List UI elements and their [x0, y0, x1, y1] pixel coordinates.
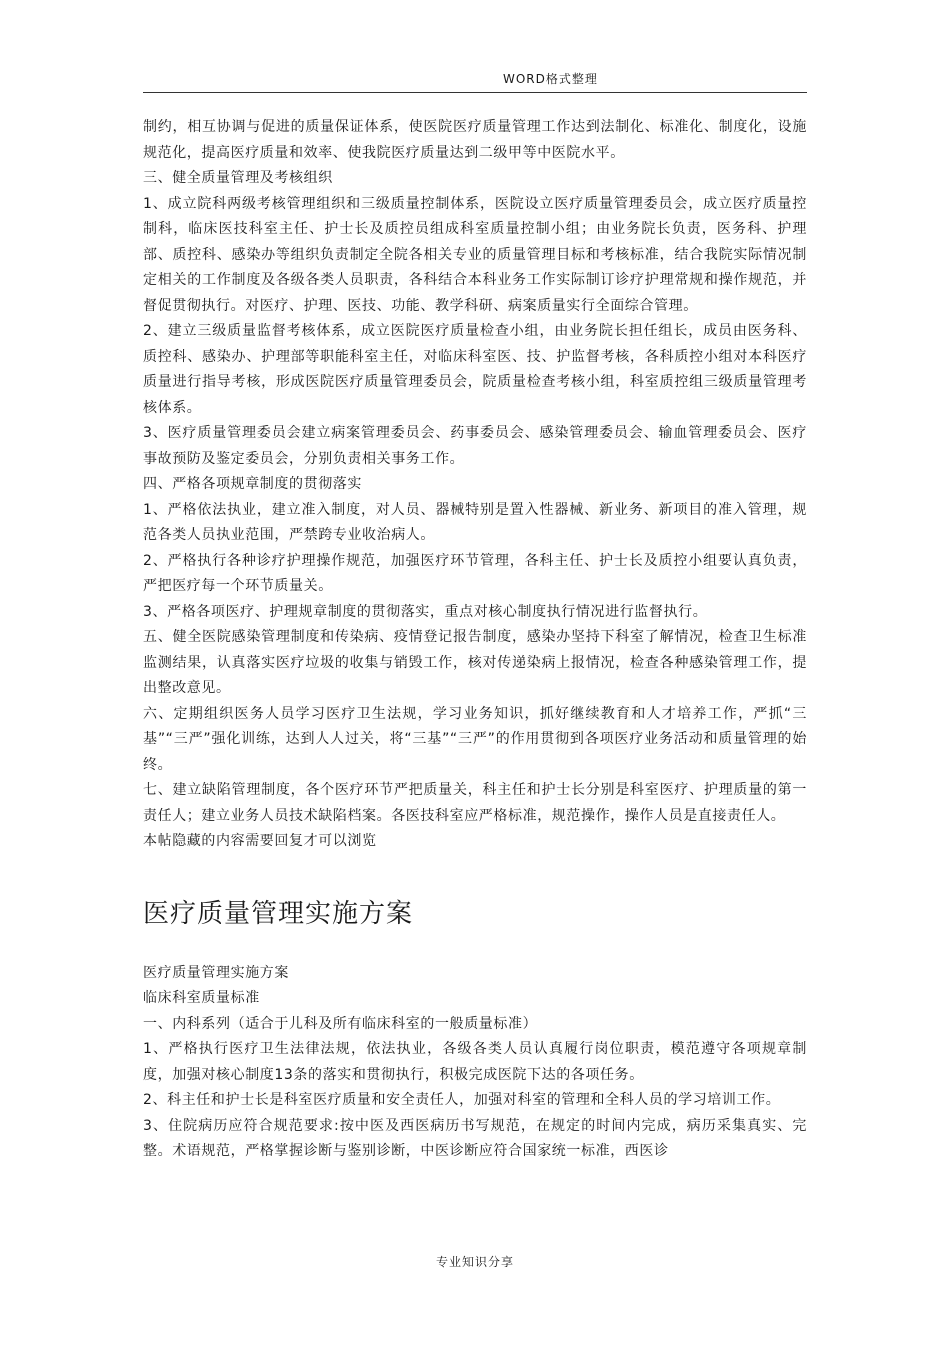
subtitle-plan: 医疗质量管理实施方案 [143, 964, 289, 981]
subtitle-standard: 临床科室质量标准 [143, 990, 260, 1006]
paragraph-3-1: 1、成立院科两级考核管理组织和三级质量控制体系，医院设立医疗质量管理委员会，成立医疗质量控制科，临床医技科室主任、护士长及质控员组成科室质量控制小组；由业务院长负责，医务科、护理部、质控科、感染办等组织负责制定全院各相关专业的质量管理目标和考核标准，结合我院实际情况制定相关的工作制度及各级各类人员职责，各科结合本科业务工作实际制订诊疗护理常规和操作规范，并督促贯彻执行。对医疗、护理、医技、功能、教学科研、病案质量实行全面综合管理。 [143, 195, 807, 314]
paragraph-6: 六、定期组织医务人员学习医疗卫生法规，学习业务知识，抓好继续教育和人才培养工作，严抓“三基”“三严”强化训练，达到人人过关，将“三基”“三严”的作用贯彻到各项医疗业务活动和质量管理的始终。 [143, 705, 807, 773]
page-footer: 专业知识分享 [435, 1255, 514, 1269]
section-heading-internal-medicine: 一、内科系列（适合于儿科及所有临床科室的一般质量标准） [143, 1015, 538, 1032]
section-heading-4: 四、严格各项规章制度的贯彻落实 [143, 476, 362, 492]
paragraph-3-2: 2、建立三级质量监督考核体系，成立医院医疗质量检查小组，由业务院长担任组长，成员由医务科、质控科、感染办、护理部等职能科室主任，对临床科室医、技、护监督考核，各科质控小组对本科医疗质量进行指导考核，形成医院医疗质量管理委员会，院质量检查考核小组，科室质控组三级质量管理考核体系。 [143, 323, 807, 416]
hidden-content-notice: 本帖隐藏的内容需要回复才可以浏览 [143, 833, 377, 849]
paragraph-5: 五、健全医院感染管理制度和传染病、疫情登记报告制度，感染办坚持下科室了解情况，检查卫生标准监测结果，认真落实医疗垃圾的收集与销毁工作，核对传递染病上报情况，检查各种感染管理工作，提出整改意见。 [143, 629, 807, 696]
standard-item-2: 2、科主任和护士长是科室医疗质量和安全责任人，加强对科室的管理和全科人员的学习培训工作。 [143, 1092, 781, 1108]
page-header [143, 70, 807, 93]
document-title: 医疗质量管理实施方案 [143, 898, 414, 929]
section-heading-3: 三、健全质量管理及考核组织 [143, 170, 333, 186]
paragraph-4-2: 2、严格执行各种诊疗护理操作规范，加强医疗环节管理，各科主任、护士长及质控小组要认真负责，严把医疗每一个环节质量关。 [143, 552, 807, 594]
document-body [143, 115, 807, 1165]
paragraph-4-3: 3、严格各项医疗、护理规章制度的贯彻落实，重点对核心制度执行情况进行监督执行。 [143, 603, 708, 620]
paragraph-7: 七、建立缺陷管理制度，各个医疗环节严把质量关，科主任和护士长分别是科室医疗、护理质量的第一责任人；建立业务人员技术缺陷档案。各医技科室应严格标准，规范操作，操作人员是直接责任人。 [143, 782, 807, 824]
paragraph-3-3: 3、医疗质量管理委员会建立病案管理委员会、药事委员会、感染管理委员会、输血管理委员会、医疗事故预防及鉴定委员会，分别负责相关事务工作。 [143, 425, 807, 467]
paragraph-continuation: 制约，相互协调与促进的质量保证体系，使医院医疗质量管理工作达到法制化、标准化、制度化，设施规范化，提高医疗质量和效率、使我院医疗质量达到二级甲等中医院水平。 [143, 119, 807, 161]
standard-item-1: 1、严格执行医疗卫生法律法规，依法执业，各级各类人员认真履行岗位职责，模范遵守各项规章制度，加强对核心制度13条的落实和贯彻执行，积极完成医院下达的各项任务。 [143, 1041, 807, 1083]
standard-item-3: 3、住院病历应符合规范要求:按中医及西医病历书写规范，在规定的时间内完成，病历采集真实、完整。术语规范，严格掌握诊断与鉴别诊断，中医诊断应符合国家统一标准，西医诊 [143, 1117, 807, 1159]
header-text: WORD格式整理 [503, 72, 598, 86]
paragraph-4-1: 1、严格依法执业，建立准入制度，对人员、器械特别是置入性器械、新业务、新项目的准入管理，规范各类人员执业范围，严禁跨专业收治病人。 [143, 501, 807, 543]
